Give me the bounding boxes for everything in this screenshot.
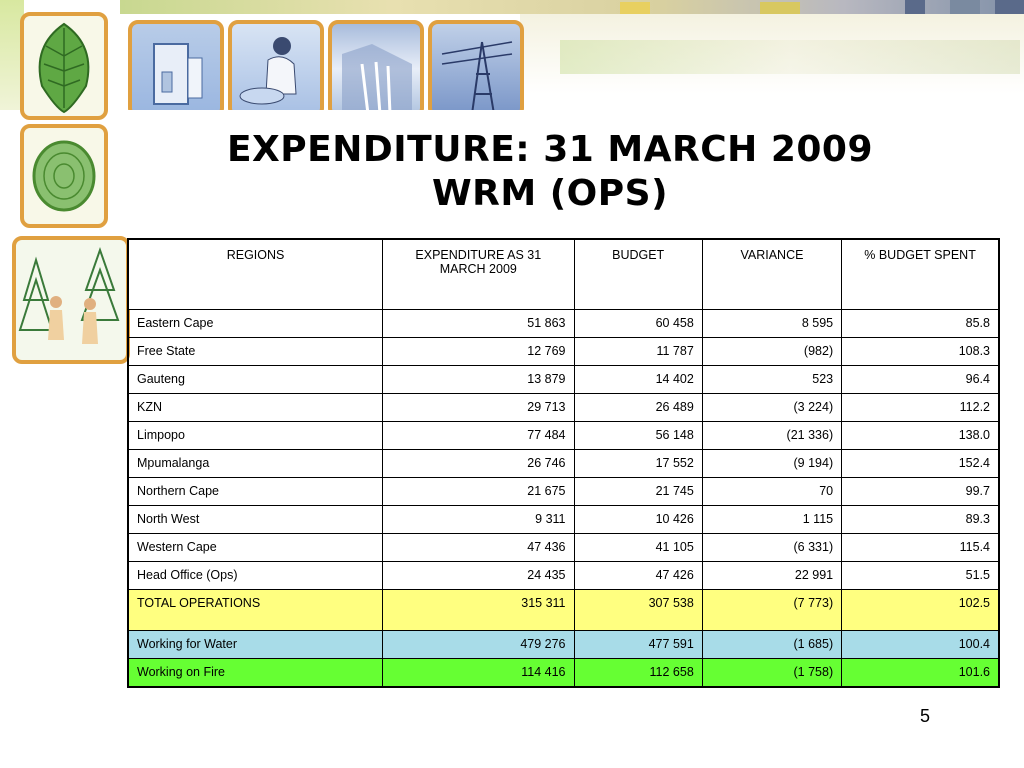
budget-cell: 47 426 (574, 562, 702, 590)
expenditure-cell: 77 484 (383, 422, 574, 450)
expenditure-table (127, 238, 1000, 688)
budget-cell: 14 402 (574, 366, 702, 394)
percent-cell: 115.4 (842, 534, 999, 562)
page-number: 5 (920, 706, 931, 726)
slide-title (130, 128, 970, 216)
header-variance: VARIANCE (702, 239, 841, 310)
expenditure-cell: 26 746 (383, 450, 574, 478)
expenditure-cell: 13 879 (383, 366, 574, 394)
expenditure-cell: 12 769 (383, 338, 574, 366)
title-line-2: WRM (OPS) (431, 173, 669, 214)
working-on-fire-row (128, 659, 999, 688)
tree-ring-image (20, 124, 108, 228)
budget-cell: 56 148 (574, 422, 702, 450)
percent-cell: 152.4 (842, 450, 999, 478)
budget-cell: 11 787 (574, 338, 702, 366)
region-cell: Working on Fire (128, 659, 383, 688)
expenditure-cell: 29 713 (383, 394, 574, 422)
working-for-water-row (128, 631, 999, 659)
budget-cell: 112 658 (574, 659, 702, 688)
table-row (128, 534, 999, 562)
percent-cell: 51.5 (842, 562, 999, 590)
title-line-1: EXPENDITURE: 31 MARCH 2009 (226, 129, 874, 170)
region-cell: TOTAL OPERATIONS (128, 590, 383, 631)
variance-cell: (6 331) (702, 534, 841, 562)
table-row (128, 394, 999, 422)
expenditure-cell: 47 436 (383, 534, 574, 562)
table-row (128, 478, 999, 506)
budget-cell: 26 489 (574, 394, 702, 422)
variance-cell: (9 194) (702, 450, 841, 478)
region-cell: Western Cape (128, 534, 383, 562)
header-budget-spent: % BUDGET SPENT (842, 239, 999, 310)
expenditure-cell: 479 276 (383, 631, 574, 659)
variance-cell: (1 685) (702, 631, 841, 659)
washing-person-image (228, 20, 324, 110)
variance-cell: 70 (702, 478, 841, 506)
header-banner (0, 0, 1024, 110)
table-row (128, 506, 999, 534)
variance-cell: 1 115 (702, 506, 841, 534)
table-row (128, 310, 999, 338)
expenditure-cell: 9 311 (383, 506, 574, 534)
expenditure-cell: 51 863 (383, 310, 574, 338)
variance-cell: 523 (702, 366, 841, 394)
header-expenditure: EXPENDITURE AS 31 MARCH 2009 (383, 239, 574, 310)
budget-cell: 41 105 (574, 534, 702, 562)
budget-cell: 60 458 (574, 310, 702, 338)
region-cell: Head Office (Ops) (128, 562, 383, 590)
region-cell: North West (128, 506, 383, 534)
percent-cell: 89.3 (842, 506, 999, 534)
expenditure-cell: 21 675 (383, 478, 574, 506)
table-header-row (128, 239, 999, 310)
percent-cell: 138.0 (842, 422, 999, 450)
percent-cell: 101.6 (842, 659, 999, 688)
total-operations-row (128, 590, 999, 631)
variance-cell: (3 224) (702, 394, 841, 422)
table-row (128, 450, 999, 478)
expenditure-cell: 315 311 (383, 590, 574, 631)
table-row (128, 422, 999, 450)
budget-cell: 17 552 (574, 450, 702, 478)
expenditure-cell: 114 416 (383, 659, 574, 688)
percent-cell: 108.3 (842, 338, 999, 366)
variance-cell: (982) (702, 338, 841, 366)
leaf-image (20, 12, 108, 120)
pylon-image (428, 20, 524, 110)
table-row (128, 338, 999, 366)
expenditure-cell: 24 435 (383, 562, 574, 590)
header-budget: BUDGET (574, 239, 702, 310)
percent-cell: 99.7 (842, 478, 999, 506)
waterfall-image (328, 20, 424, 110)
forest-people-image (12, 236, 130, 364)
budget-cell: 307 538 (574, 590, 702, 631)
budget-cell: 21 745 (574, 478, 702, 506)
table-row (128, 562, 999, 590)
percent-cell: 96.4 (842, 366, 999, 394)
header-regions: REGIONS (128, 239, 383, 310)
variance-cell: 8 595 (702, 310, 841, 338)
table-row (128, 366, 999, 394)
budget-cell: 10 426 (574, 506, 702, 534)
percent-cell: 102.5 (842, 590, 999, 631)
budget-cell: 477 591 (574, 631, 702, 659)
variance-cell: (1 758) (702, 659, 841, 688)
region-cell: Gauteng (128, 366, 383, 394)
region-cell: Northern Cape (128, 478, 383, 506)
variance-cell: (21 336) (702, 422, 841, 450)
region-cell: Working for Water (128, 631, 383, 659)
water-tank-image (128, 20, 224, 110)
percent-cell: 100.4 (842, 631, 999, 659)
variance-cell: (7 773) (702, 590, 841, 631)
region-cell: KZN (128, 394, 383, 422)
left-decoration (0, 0, 130, 370)
percent-cell: 85.8 (842, 310, 999, 338)
percent-cell: 112.2 (842, 394, 999, 422)
variance-cell: 22 991 (702, 562, 841, 590)
region-cell: Limpopo (128, 422, 383, 450)
region-cell: Free State (128, 338, 383, 366)
region-cell: Mpumalanga (128, 450, 383, 478)
region-cell: Eastern Cape (128, 310, 383, 338)
